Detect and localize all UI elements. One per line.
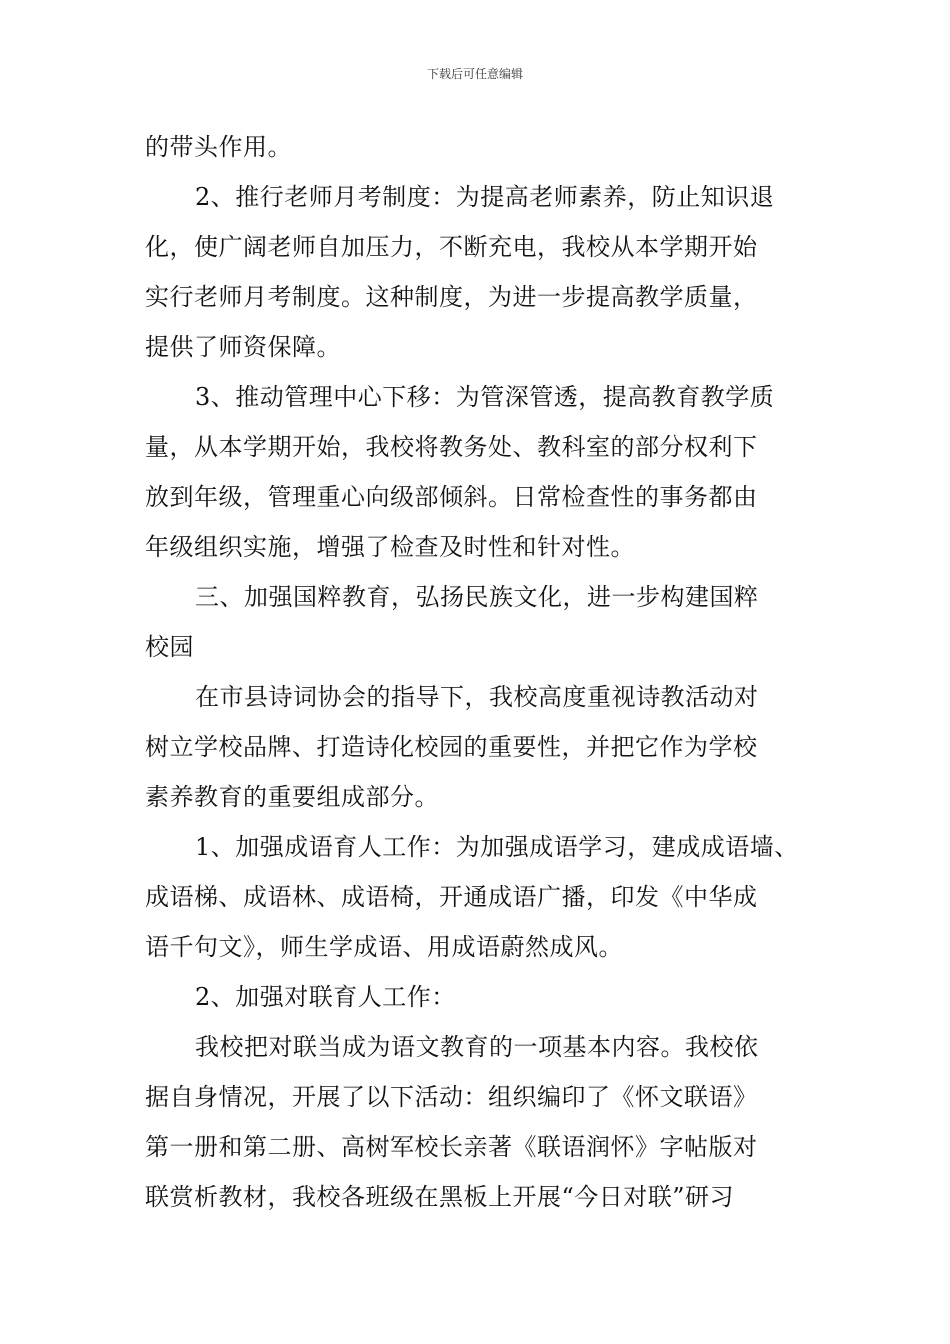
text-line: 在市县诗词协会的指导下，我校高度重视诗教活动对 — [195, 683, 759, 711]
page-header: 下载后可任意编辑 — [426, 67, 523, 81]
text-line: 联赏析教材，我校各班级在黑板上开展“今日对联”研习 — [145, 1183, 735, 1211]
text-line: 语千句文》，师生学成语、用成语蔚然成风。 — [145, 933, 623, 961]
text-line: 实行老师月考制度。这种制度，为进一步提高教学质量， — [145, 283, 758, 311]
section-heading: 三、加强国粹教育，弘扬民族文化，进一步构建国粹 — [195, 583, 759, 611]
text-line: 成语梯、成语林、成语椅，开通成语广播，印发《中华成 — [145, 883, 758, 911]
text-line: 第一册和第二册、高树军校长亲著《联语润怀》字帖版对 — [145, 1133, 758, 1161]
text-line: 2、推行老师月考制度：为提高老师素养，防止知识退 — [195, 183, 775, 211]
text-line: 3、推动管理中心下移：为管深管透，提高教育教学质 — [195, 383, 775, 411]
text-line: 提供了师资保障。 — [145, 333, 341, 361]
subsection-heading: 2、加强对联育人工作： — [195, 983, 456, 1011]
text-line: 量，从本学期开始，我校将教务处、教科室的部分权利下 — [145, 433, 758, 461]
text-line: 树立学校品牌、打造诗化校园的重要性，并把它作为学校 — [145, 733, 758, 761]
text-line: 放到年级，管理重心向级部倾斜。日常检查性的事务都由 — [145, 483, 758, 511]
text-line: 年级组织实施，增强了检查及时性和针对性。 — [145, 533, 635, 561]
document-body — [145, 122, 815, 1222]
text-line: 据自身情况，开展了以下活动：组织编印了《怀文联语》 — [145, 1083, 758, 1111]
text-line: 化，使广阔老师自加压力，不断充电，我校从本学期开始 — [145, 233, 758, 261]
text-line: 我校把对联当成为语文教育的一项基本内容。我校依 — [195, 1033, 759, 1061]
section-heading-continued: 校园 — [145, 633, 194, 661]
text-line: 1、加强成语育人工作：为加强成语学习，建成成语墙、 — [195, 833, 799, 861]
text-line: 素养教育的重要组成部分。 — [145, 783, 439, 811]
text-line: 的带头作用。 — [145, 133, 292, 161]
